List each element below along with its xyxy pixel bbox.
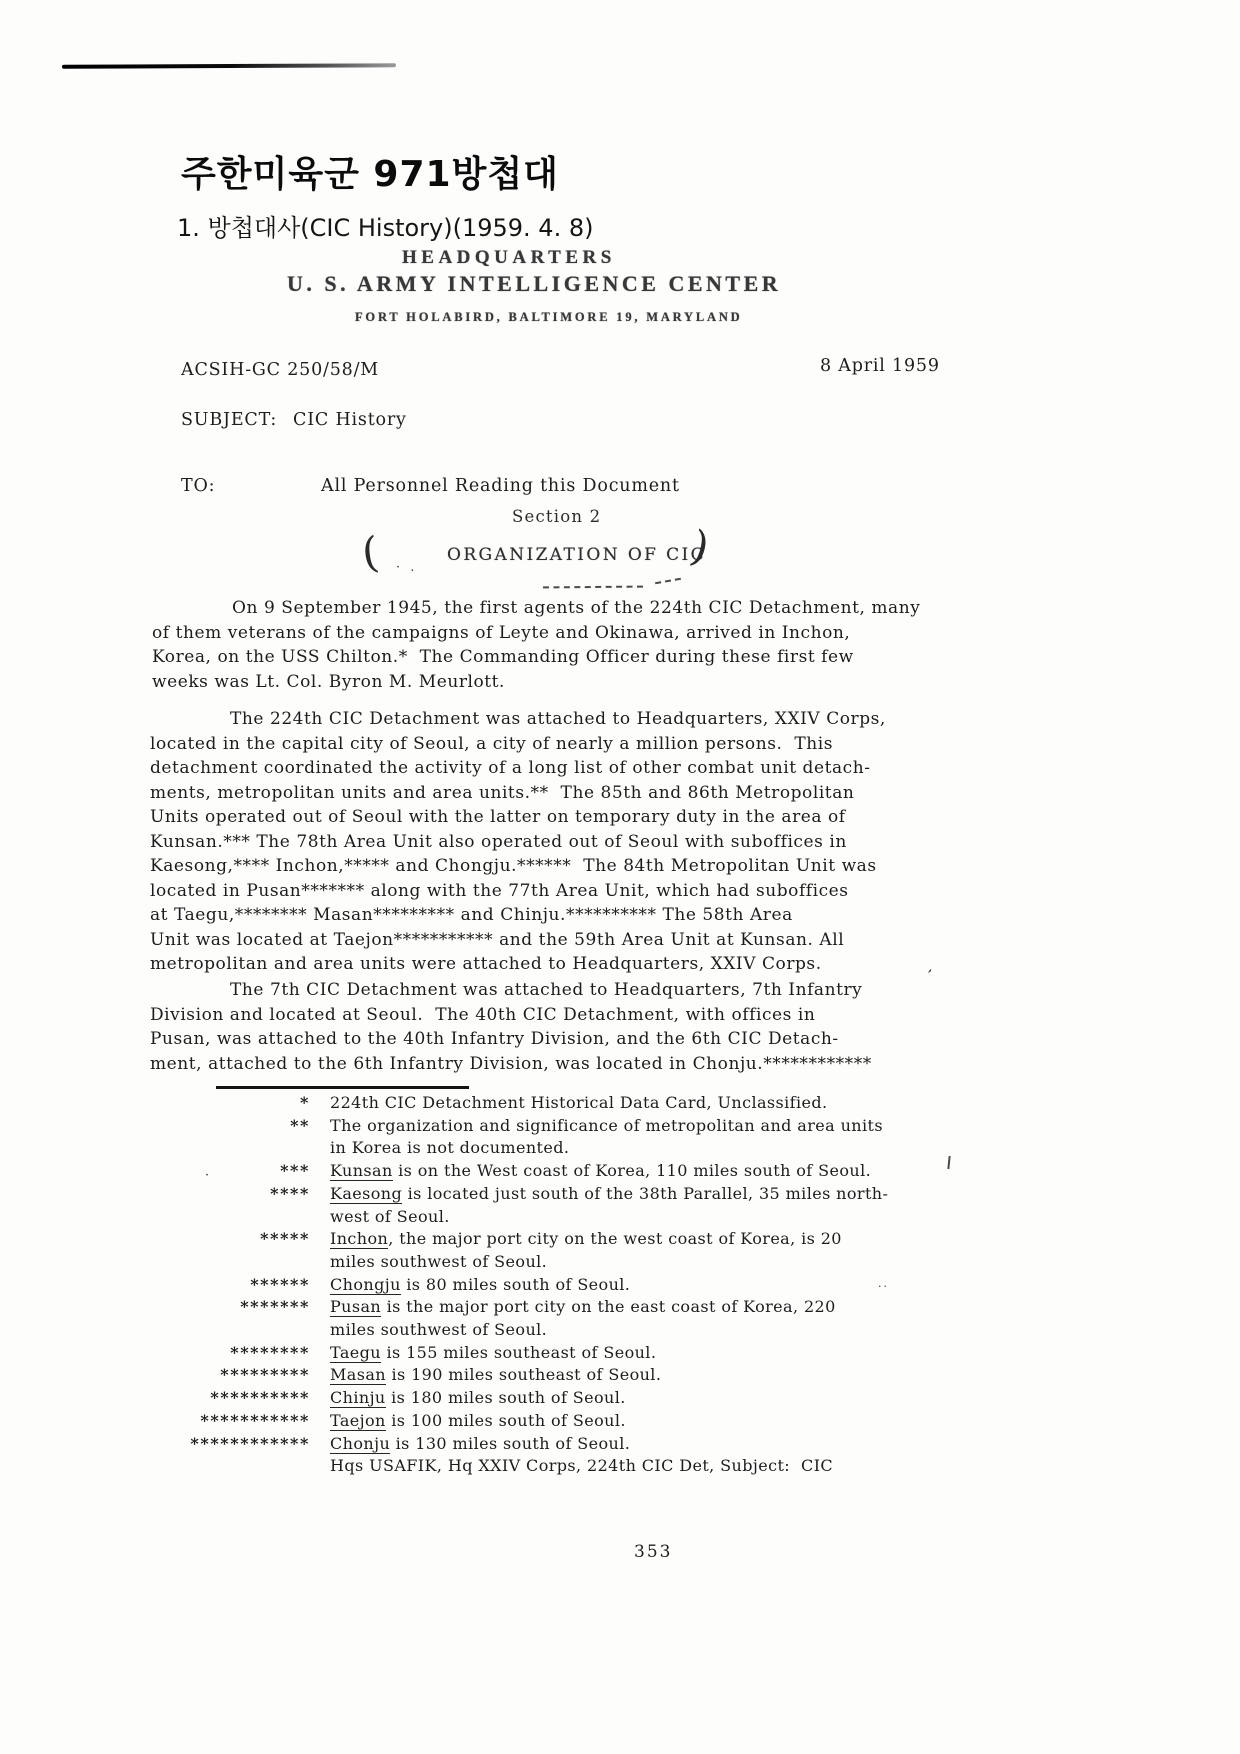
footnote-row: [180, 1455, 1020, 1478]
footnote-line: [330, 1319, 836, 1342]
footnote-marker: *****: [260, 1229, 310, 1249]
footnote-place-name: Chongju: [330, 1274, 401, 1294]
footnote-row: [180, 1183, 1020, 1228]
footnote-line: [330, 1387, 626, 1410]
letterhead-address: FORT HOLABIRD, BALTIMORE 19, MARYLAND: [355, 310, 743, 324]
body-text-line: located in the capital city of Seoul, a city of nearly a million persons. This: [150, 733, 833, 754]
korean-subtitle: 1. 방첩대사(CIC History)(1959. 4. 8): [177, 214, 594, 242]
section-label: Section 2: [512, 507, 602, 526]
footnote-row: [180, 1296, 1020, 1341]
body-text-line: Units operated out of Seoul with the latter on temporary duty in the area of: [150, 807, 846, 827]
footnote-marker: **: [290, 1115, 310, 1135]
footnote-text: [330, 1183, 888, 1228]
file-reference-number: ACSIH-GC 250/58/M: [181, 360, 380, 380]
handwritten-paren-right: ): [686, 520, 715, 573]
footnote-place-name: Taejon: [330, 1410, 386, 1430]
footnote-text: [330, 1115, 883, 1160]
footnote-row: [180, 1342, 1020, 1365]
body-text-line: at Taegu,******** Masan********* and Chinju.********** The 58th Area: [150, 905, 793, 925]
body-text-line: of them veterans of the campaigns of Leyte and Okinawa, arrived in Inchon,: [152, 622, 851, 643]
subject-value: CIC History: [293, 410, 407, 430]
scan-speck: ’: [923, 965, 934, 985]
footnote-place-name: Kunsan: [330, 1161, 393, 1181]
body-text-line: Kaesong,**** Inchon,***** and Chongju.****** The 84th Metropolitan Unit was: [150, 856, 877, 876]
scan-speck: ··: [878, 1280, 889, 1293]
footnote-line: [330, 1296, 836, 1319]
footnote-segment: The organization and significance of metropolitan and area units: [330, 1115, 883, 1135]
body-text-line: The 224th CIC Detachment was attached to Headquarters, XXIV Corps,: [230, 709, 886, 729]
body-text-line: Pusan, was attached to the 40th Infantry Division, and the 6th CIC Detach-: [150, 1029, 839, 1049]
scan-speck: · .: [396, 560, 418, 575]
footnote-segment: is the major port city on the east coast of Korea, 220: [381, 1297, 836, 1317]
letterhead-headquarters: HEADQUARTERS: [402, 247, 616, 268]
page-number: 353: [634, 1542, 673, 1562]
subject-row: [181, 410, 407, 430]
body-text-line: Kunsan.*** The 78th Area Unit also operated out of Seoul with suboffices in: [150, 831, 847, 852]
footnote-row: [180, 1228, 1020, 1273]
footnote-place-name: Chinju: [330, 1388, 386, 1408]
body-text-line: ments, metropolitan units and area units.** The 85th and 86th Metropolitan: [150, 782, 855, 803]
to-value: All Personnel Reading this Document: [321, 476, 680, 496]
footnote-segment: is located just south of the 38th Parallel, 35 miles north-: [402, 1183, 889, 1203]
footnote-text: [330, 1092, 828, 1115]
body-text-line: On 9 September 1945, the first agents of the 224th CIC Detachment, many: [232, 598, 921, 618]
handwritten-paren-left: (: [359, 527, 382, 578]
footnote-list: [180, 1092, 1020, 1478]
footnote-row: [180, 1160, 1020, 1183]
footnote-marker: ***********: [200, 1410, 310, 1430]
footnote-text: [330, 1342, 656, 1365]
footnote-marker: ************: [190, 1433, 310, 1453]
heading-dash-underline: [543, 586, 643, 589]
footnote-place-name: Chonju: [330, 1433, 391, 1453]
body-text-line: ment, attached to the 6th Infantry Division, was located in Chonju.************: [150, 1053, 872, 1074]
footnote-segment: in Korea is not documented.: [330, 1138, 570, 1158]
footnote-segment: is 80 miles south of Seoul.: [400, 1274, 631, 1294]
footnote-marker: ********: [230, 1342, 310, 1362]
footnote-text: [330, 1387, 626, 1410]
footnote-line: [330, 1274, 630, 1297]
body-paragraph-2: [150, 707, 966, 977]
footnote-segment: miles southwest of Seoul.: [330, 1320, 548, 1340]
footnote-segment: is 180 miles south of Seoul.: [385, 1388, 626, 1408]
body-text-line: The 7th CIC Detachment was attached to Headquarters, 7th Infantry: [230, 980, 863, 1000]
footnote-segment: , the major port city on the west coast of Korea, is 20: [388, 1229, 842, 1249]
footnote-text: [330, 1160, 871, 1183]
footnote-place-name: Taegu: [330, 1342, 381, 1362]
footnote-line: [330, 1137, 883, 1160]
footnote-line: [330, 1206, 888, 1229]
footnote-place-name: Kaesong: [330, 1183, 403, 1203]
body-text-line: Korea, on the USS Chilton.* The Commanding Officer during these first few: [152, 647, 854, 667]
footnote-line: [330, 1160, 871, 1183]
body-text-line: weeks was Lt. Col. Byron M. Meurlott.: [152, 671, 505, 692]
footnote-text: [330, 1228, 842, 1273]
footnote-marker: *******: [240, 1297, 310, 1317]
footnote-line: [330, 1251, 842, 1274]
subject-label: SUBJECT:: [181, 410, 278, 430]
footnote-segment: is 100 miles south of Seoul.: [385, 1410, 626, 1430]
footnote-line: [330, 1342, 656, 1365]
footnote-segment: is 130 miles south of Seoul.: [390, 1433, 631, 1453]
footnote-line: [330, 1364, 661, 1387]
heading-dash-underline: [655, 578, 681, 584]
footnote-marker: **********: [210, 1388, 310, 1408]
footnote-place-name: Pusan: [330, 1297, 382, 1317]
footnote-separator-rule: [216, 1086, 469, 1089]
footnote-row: [180, 1433, 1020, 1456]
footnote-segment: is 155 miles southeast of Seoul.: [380, 1342, 657, 1362]
body-paragraph-3: [150, 978, 966, 1076]
body-text-line: detachment coordinated the activity of a long list of other combat unit detach-: [150, 758, 871, 778]
scan-speck: ·: [205, 1168, 210, 1183]
footnote-marker: ***: [280, 1161, 310, 1181]
to-row: [181, 476, 680, 496]
footnote-text: [330, 1433, 630, 1456]
footnote-text: [330, 1410, 626, 1433]
body-text-line: located in Pusan******* along with the 77th Area Unit, which had suboffices: [150, 880, 849, 901]
footnote-segment: Hqs USAFIK, Hq XXIV Corps, 224th CIC Det, Subject: CIC: [330, 1456, 834, 1476]
footnote-line: [330, 1183, 888, 1206]
footnote-line: [330, 1433, 630, 1456]
body-text-line: Unit was located at Taejon*********** and the 59th Area Unit at Kunsan. All: [150, 929, 845, 950]
footnote-text: [330, 1364, 661, 1387]
footnote-segment: is 190 miles southeast of Seoul.: [385, 1365, 662, 1385]
footnote-line: [330, 1092, 828, 1115]
top-scan-rule: [62, 63, 396, 68]
footnote-line: [330, 1455, 833, 1478]
footnote-segment: west of Seoul.: [330, 1206, 450, 1226]
footnote-place-name: Inchon: [330, 1229, 389, 1249]
letterhead-org-name: U. S. ARMY INTELLIGENCE CENTER: [287, 271, 782, 296]
footnote-text: [330, 1455, 833, 1478]
footnote-row: [180, 1387, 1020, 1410]
body-text-line: metropolitan and area units were attached to Headquarters, XXIV Corps.: [150, 954, 822, 974]
footnote-row: [180, 1410, 1020, 1433]
footnote-line: [330, 1410, 626, 1433]
footnote-text: [330, 1274, 630, 1297]
footnote-row: [180, 1115, 1020, 1160]
korean-title: 주한미육군 971방첩대: [181, 154, 559, 195]
section-heading: ORGANIZATION OF CIC: [447, 545, 707, 565]
footnote-segment: is on the West coast of Korea, 110 miles south of Seoul.: [392, 1161, 872, 1181]
footnote-segment: 224th CIC Detachment Historical Data Card, Unclassified.: [330, 1093, 828, 1112]
footnote-place-name: Masan: [330, 1365, 386, 1385]
footnote-marker: *: [300, 1093, 310, 1112]
footnote-marker: ******: [250, 1274, 310, 1294]
footnote-line: [330, 1115, 883, 1138]
footnote-row: [180, 1364, 1020, 1387]
footnote-text: [330, 1296, 836, 1341]
footnote-segment: miles southwest of Seoul.: [330, 1251, 548, 1271]
to-label: TO:: [181, 476, 216, 496]
footnote-row: [180, 1274, 1020, 1297]
footnote-row: [180, 1092, 1020, 1115]
footnote-line: [330, 1228, 842, 1251]
document-date: 8 April 1959: [820, 356, 940, 376]
footnote-marker: ****: [270, 1183, 310, 1203]
body-paragraph-1: [152, 596, 968, 694]
footnote-marker: *********: [220, 1365, 310, 1385]
body-text-line: Division and located at Seoul. The 40th CIC Detachment, with offices in: [150, 1004, 816, 1025]
